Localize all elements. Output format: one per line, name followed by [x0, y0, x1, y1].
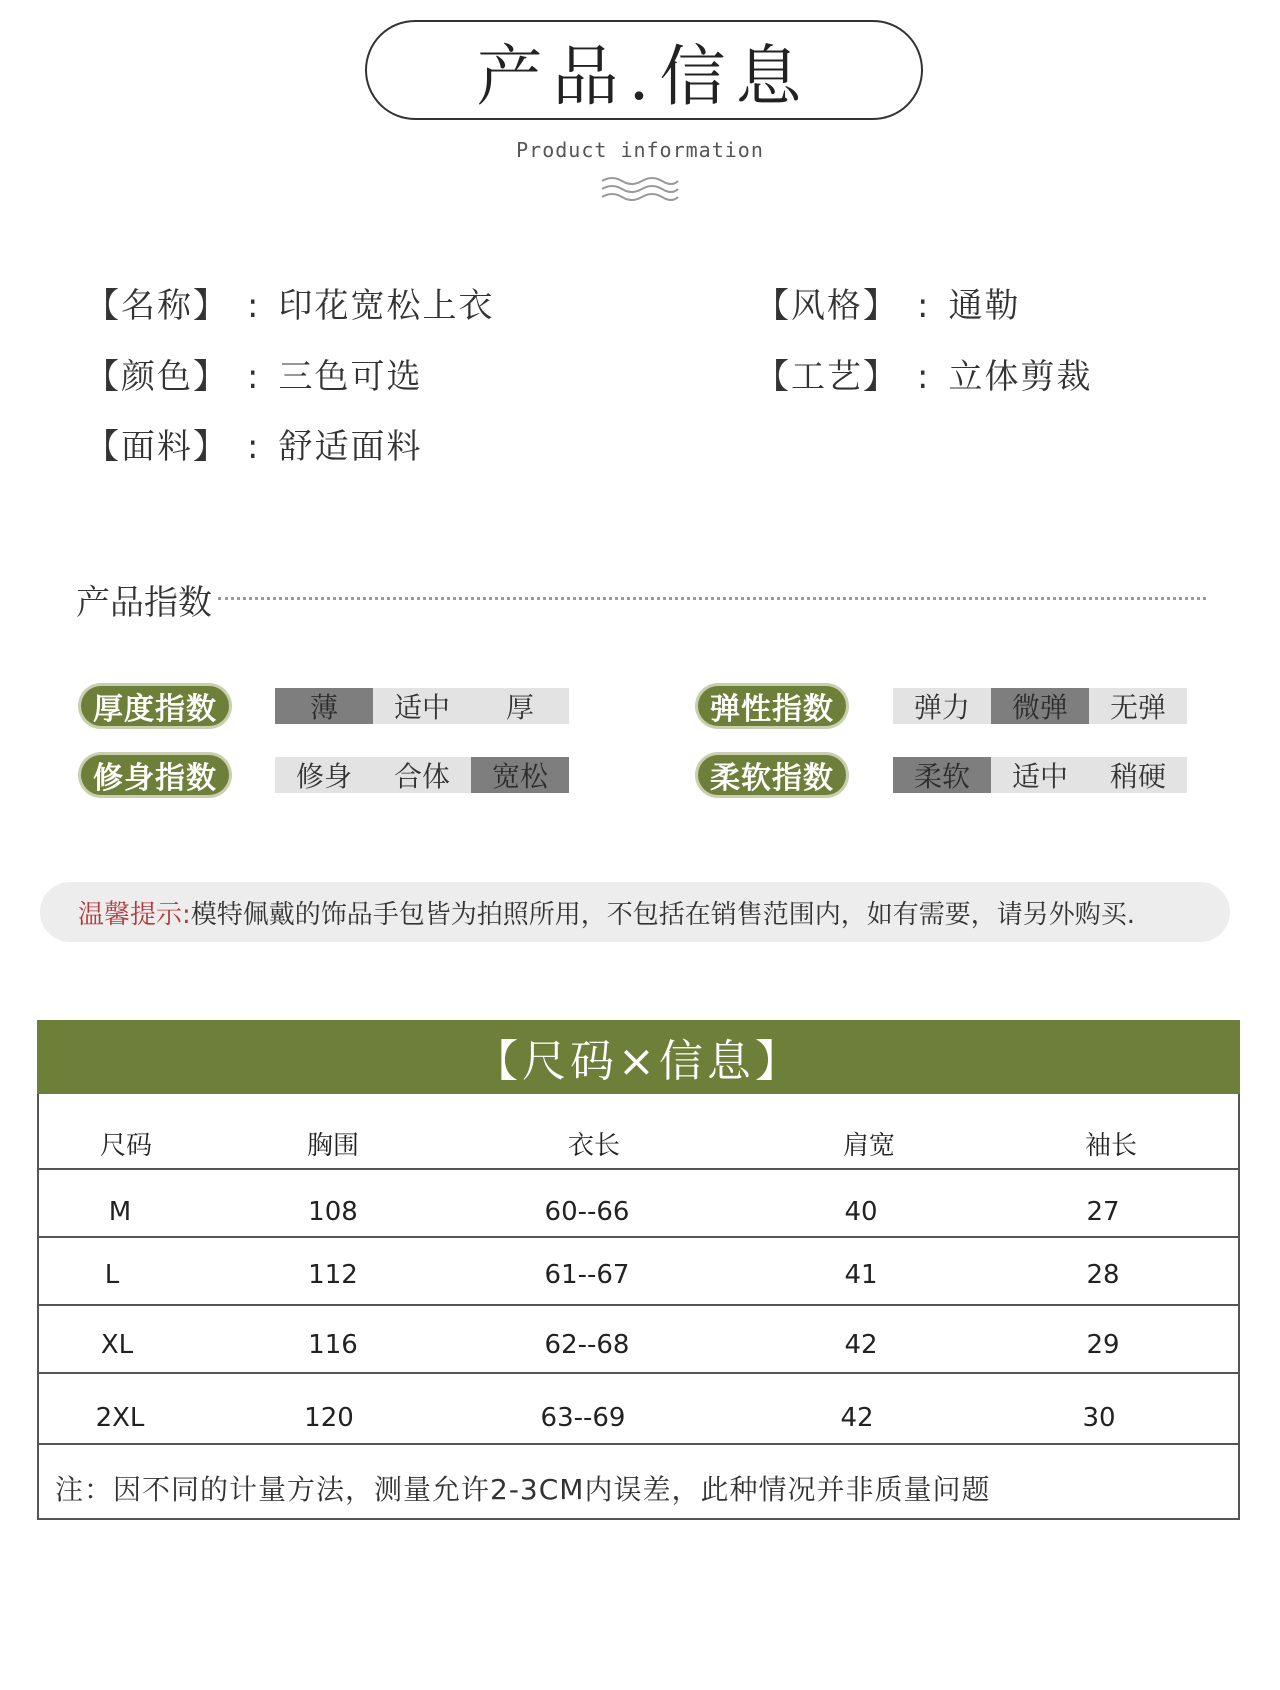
info-label: 【工艺】 [755, 357, 899, 397]
table-divider [37, 1372, 1240, 1374]
index-option: 宽松 [471, 757, 569, 793]
table-cell: 30 [1082, 1403, 1116, 1433]
info-separator: : [247, 357, 261, 397]
column-header: 袖长 [1084, 1131, 1138, 1161]
table-cell: 42 [844, 1330, 878, 1360]
table-divider [37, 1304, 1240, 1306]
info-label: 【面料】 [85, 427, 229, 467]
table-divider [37, 1168, 1240, 1170]
table-divider [37, 1443, 1240, 1445]
column-header: 胸围 [306, 1131, 360, 1161]
info-value: 印花宽松上衣 [278, 286, 495, 326]
tip-text: 模特佩戴的饰品手包皆为拍照所用，不包括在销售范围内，如有需要，请另外购买. [190, 899, 1136, 930]
info-value: 三色可选 [278, 357, 423, 397]
info-row-fabric [85, 419, 422, 468]
info-separator: : [247, 286, 261, 326]
info-value: 通勒 [948, 286, 1021, 326]
info-row-name [85, 278, 494, 327]
table-cell: M [108, 1197, 132, 1227]
wave-divider-icon [600, 175, 680, 205]
page-title: 产品.信息 [476, 37, 812, 115]
column-header: 尺码 [99, 1131, 153, 1161]
table-cell: 42 [840, 1403, 874, 1433]
info-row-craft [755, 349, 1092, 398]
info-row-color [85, 349, 422, 398]
table-cell: 41 [844, 1260, 878, 1290]
index-option: 无弹 [1089, 688, 1187, 724]
tip-heading: 温馨提示: [78, 899, 191, 930]
index-label-softness: 柔软指数 [698, 755, 846, 795]
info-row-style [755, 278, 1020, 327]
table-cell: 108 [308, 1197, 358, 1227]
index-label-elasticity: 弹性指数 [698, 686, 846, 726]
info-label: 【名称】 [85, 286, 229, 326]
index-option: 柔软 [893, 757, 991, 793]
table-cell: 116 [308, 1330, 358, 1360]
index-option: 微弹 [991, 688, 1089, 724]
index-option: 厚 [471, 688, 569, 724]
size-table-title: 【尺码×信息】 [37, 1020, 1240, 1094]
info-value: 舒适面料 [278, 427, 423, 467]
index-option: 适中 [373, 688, 471, 724]
table-cell: 28 [1086, 1260, 1120, 1290]
table-cell: 112 [308, 1260, 358, 1290]
info-separator: : [917, 357, 931, 397]
tip-banner [40, 882, 1230, 942]
table-cell: 27 [1086, 1197, 1120, 1227]
index-scale-thickness [275, 688, 569, 724]
table-cell: 2XL [95, 1403, 145, 1433]
table-cell: 29 [1086, 1330, 1120, 1360]
index-option: 薄 [275, 688, 373, 724]
index-option: 修身 [275, 757, 373, 793]
index-label-fit: 修身指数 [81, 755, 229, 795]
table-cell: 61--67 [544, 1260, 630, 1290]
index-option: 适中 [991, 757, 1089, 793]
table-cell: XL [100, 1330, 134, 1360]
table-cell: L [104, 1260, 120, 1290]
section-title: 产品指数 [76, 583, 212, 623]
info-separator: : [247, 427, 261, 467]
index-option: 弹力 [893, 688, 991, 724]
info-label: 【颜色】 [85, 357, 229, 397]
index-label-thickness: 厚度指数 [81, 686, 229, 726]
table-cell: 40 [844, 1197, 878, 1227]
info-label: 【风格】 [755, 286, 899, 326]
size-table [37, 1020, 1240, 1520]
title-frame [365, 20, 923, 120]
index-scale-fit [275, 757, 569, 793]
dotted-divider [218, 597, 1206, 600]
info-separator: : [917, 286, 931, 326]
table-cell: 120 [304, 1403, 354, 1433]
index-scale-softness [893, 757, 1187, 793]
table-divider [37, 1236, 1240, 1238]
info-value: 立体剪裁 [948, 357, 1093, 397]
table-note: 注：因不同的计量方法，测量允许2-3CM内误差，此种情况并非质量问题 [55, 1473, 991, 1506]
column-header: 肩宽 [842, 1131, 896, 1161]
table-cell: 63--69 [540, 1403, 626, 1433]
index-scale-elasticity [893, 688, 1187, 724]
column-header: 衣长 [567, 1131, 621, 1161]
index-option: 稍硬 [1089, 757, 1187, 793]
table-cell: 60--66 [544, 1197, 630, 1227]
page-subtitle: Product information [516, 138, 764, 162]
index-option: 合体 [373, 757, 471, 793]
table-cell: 62--68 [544, 1330, 630, 1360]
